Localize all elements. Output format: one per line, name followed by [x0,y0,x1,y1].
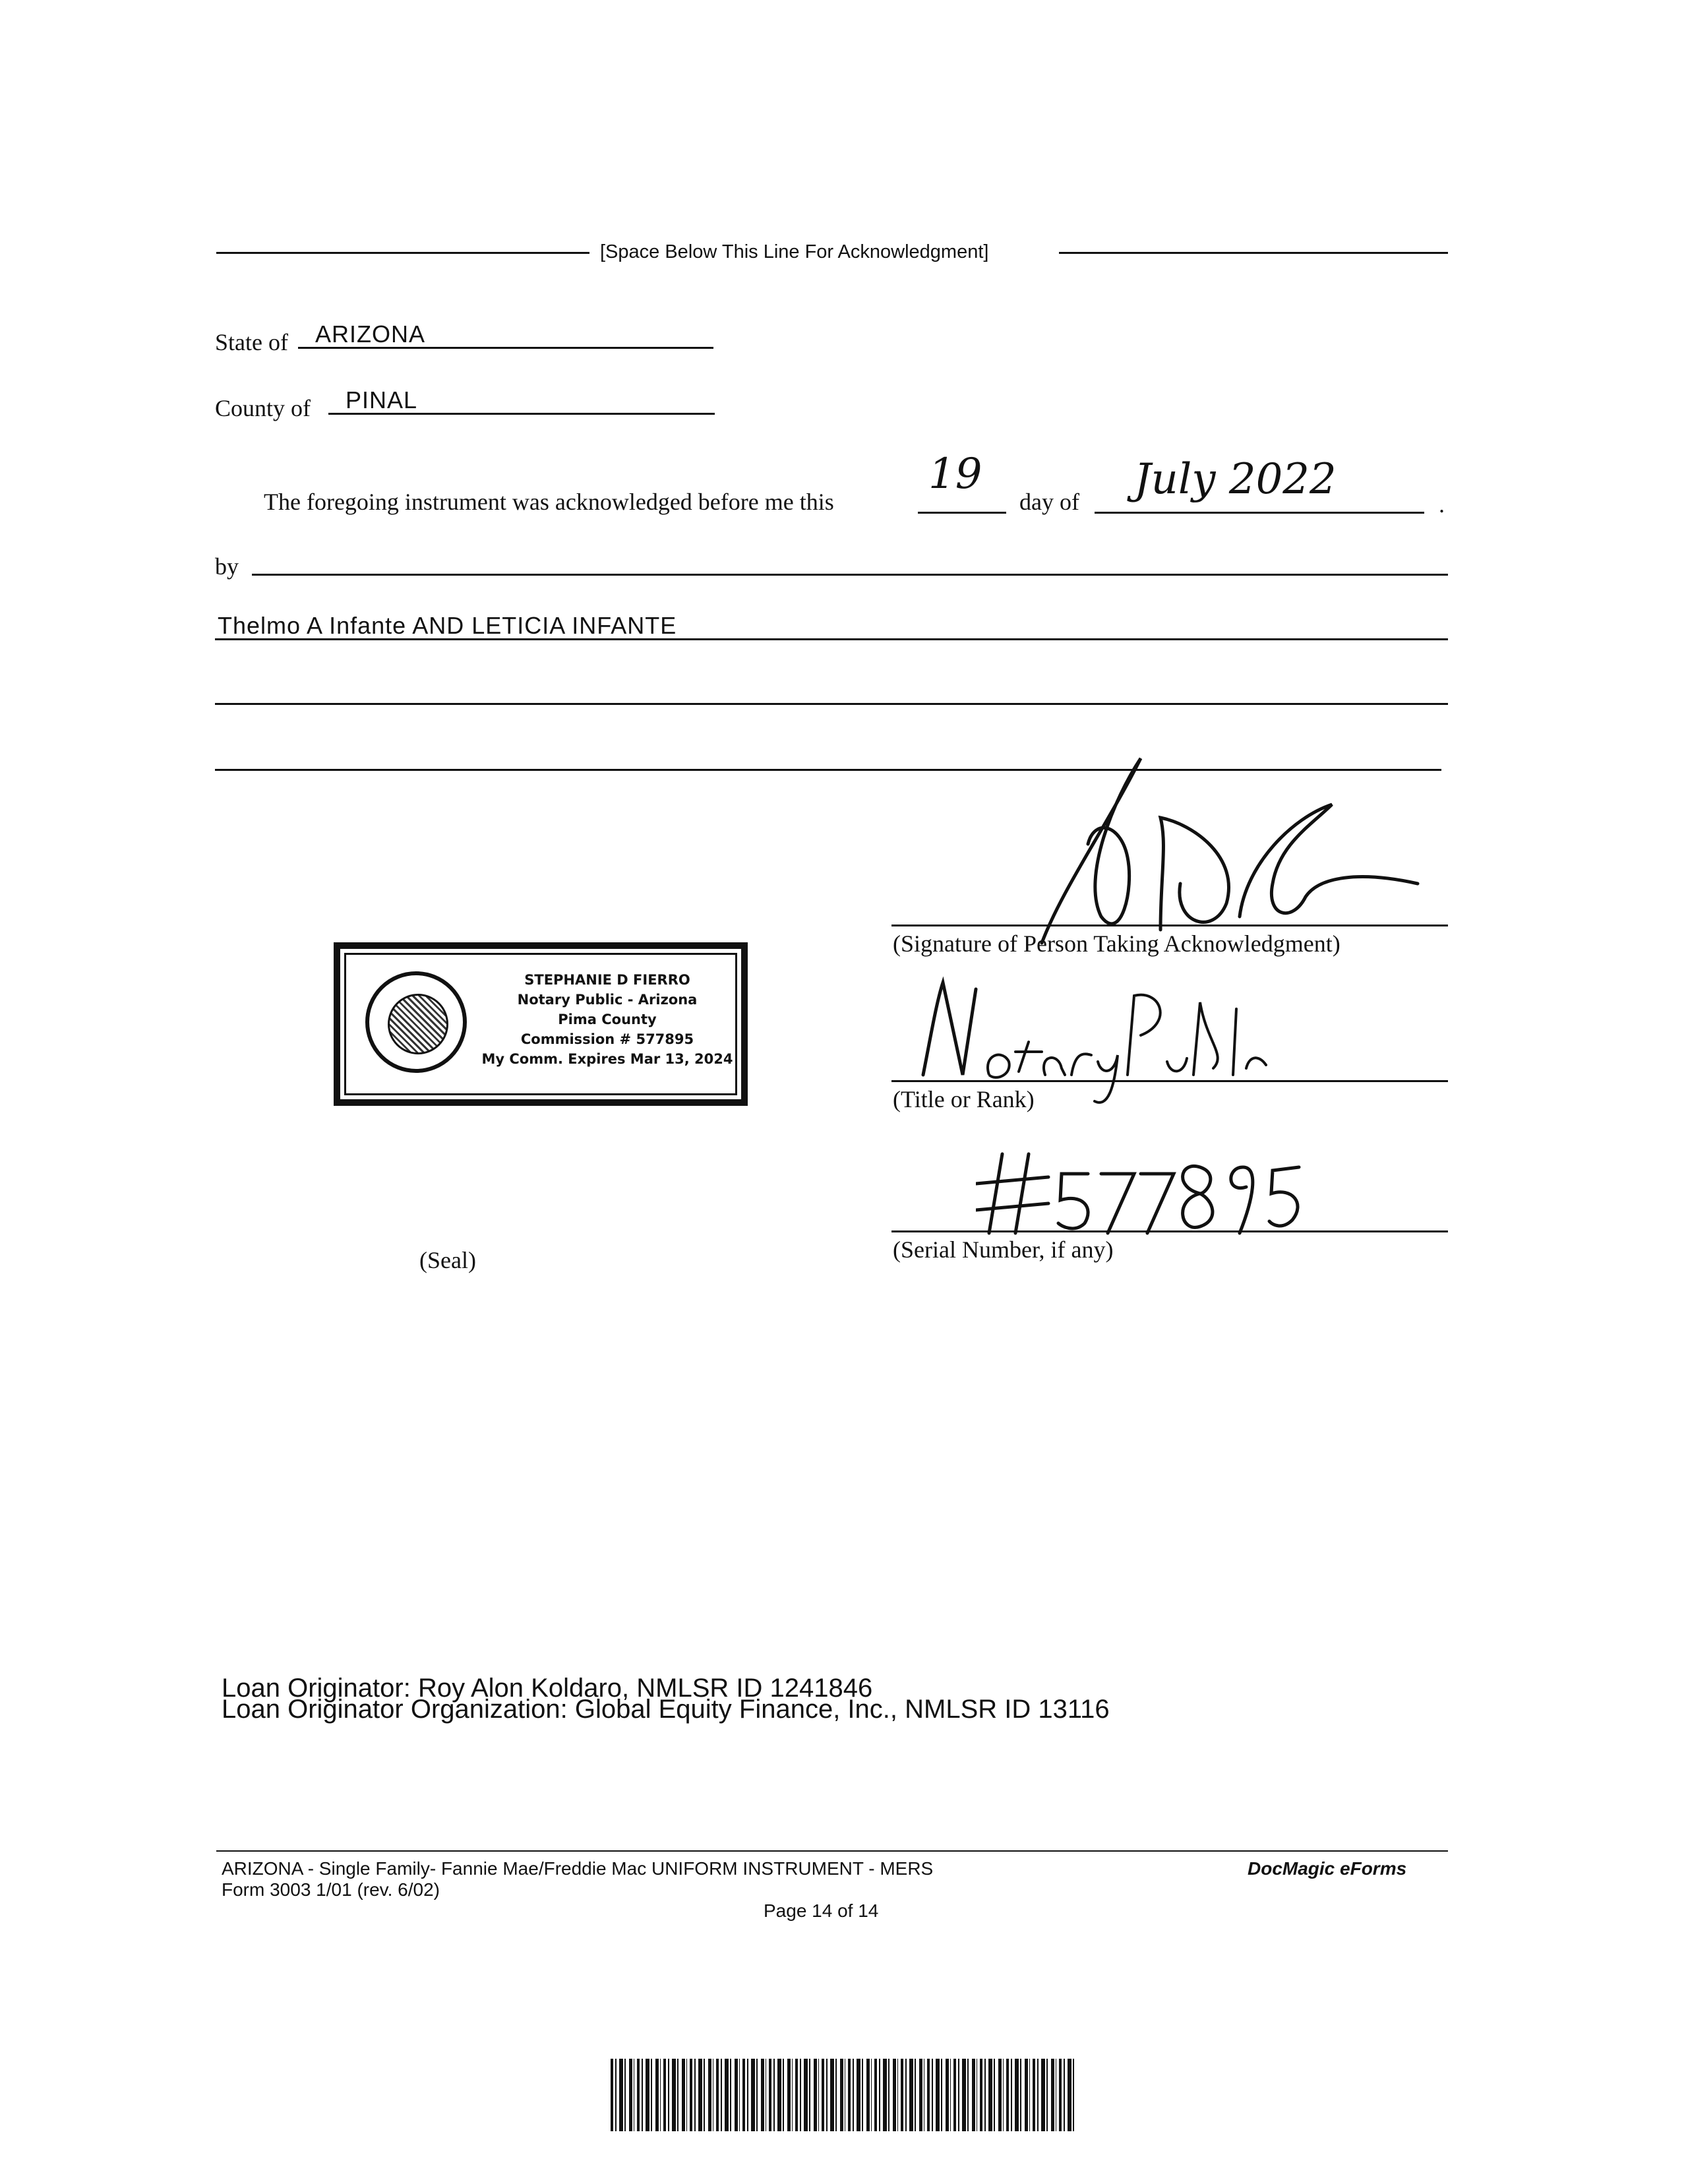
footer-form-number: Form 3003 1/01 (rev. 6/02) [222,1879,440,1900]
seal-county: Pima County [558,1012,657,1027]
day-of-label: day of [1019,489,1079,515]
header-rule-right [1059,252,1448,254]
acknowledgment-end-punct: . [1439,491,1445,518]
month-year-line [1095,512,1424,514]
by-line [252,574,1448,576]
state-label: State of [215,329,288,355]
title-caption: (Title or Rank) [893,1086,1035,1112]
loan-originator-organization: Loan Originator Organization: Global Equity Finance, Inc., NMLSR ID 13116 [222,1695,1110,1724]
signature-caption: (Signature of Person Taking Acknowledgment) [893,930,1341,957]
acknowledgment-day: 19 [928,450,982,499]
seal-notary-name: STEPHANIE D FIERRO [524,972,690,988]
seal-commission: Commission # 577895 [520,1031,694,1047]
day-line [918,512,1006,514]
footer-rule [216,1850,1448,1852]
header-rule-left [216,252,589,254]
state-value: ARIZONA [315,320,426,348]
serial-caption: (Serial Number, if any) [893,1236,1114,1263]
footer-form-title: ARIZONA - Single Family- Fannie Mae/Freddie Mac UNIFORM INSTRUMENT - MERS [222,1858,934,1879]
document-barcode [611,2059,1075,2131]
notary-serial-handwriting [976,1147,1306,1240]
state-seal-emblem [365,971,467,1073]
signers-line [215,638,1448,640]
county-value: PINAL [346,386,418,413]
county-line [328,413,715,415]
acknowledgment-month-year: July 2022 [1134,455,1337,504]
seal-caption: (Seal) [419,1247,476,1273]
signature-line [891,925,1448,926]
title-line [891,1080,1448,1082]
seal-expiration: My Comm. Expires Mar 13, 2024 [481,1051,733,1067]
notary-signature [963,745,1424,950]
footer-brand: DocMagic eForms [1248,1858,1407,1879]
acknowledgment-header: [Space Below This Line For Acknowledgment] [600,241,989,262]
page-number: Page 14 of 14 [764,1900,879,1921]
county-label: County of [215,395,311,421]
serial-line [891,1230,1448,1232]
loan-originator: Loan Originator: Roy Alon Koldaro, NMLSR ID 1241846 [222,1674,873,1703]
seal-role: Notary Public - Arizona [517,992,698,1008]
signers-names: Thelmo A Infante AND LETICIA INFANTE [218,612,677,639]
notary-seal-stamp [334,942,748,1106]
seal-text [472,970,742,1069]
by-label: by [215,553,239,580]
state-line [298,347,713,349]
extra-line-1 [215,703,1448,705]
acknowledgment-text: The foregoing instrument was acknowledged before me this [264,489,834,515]
